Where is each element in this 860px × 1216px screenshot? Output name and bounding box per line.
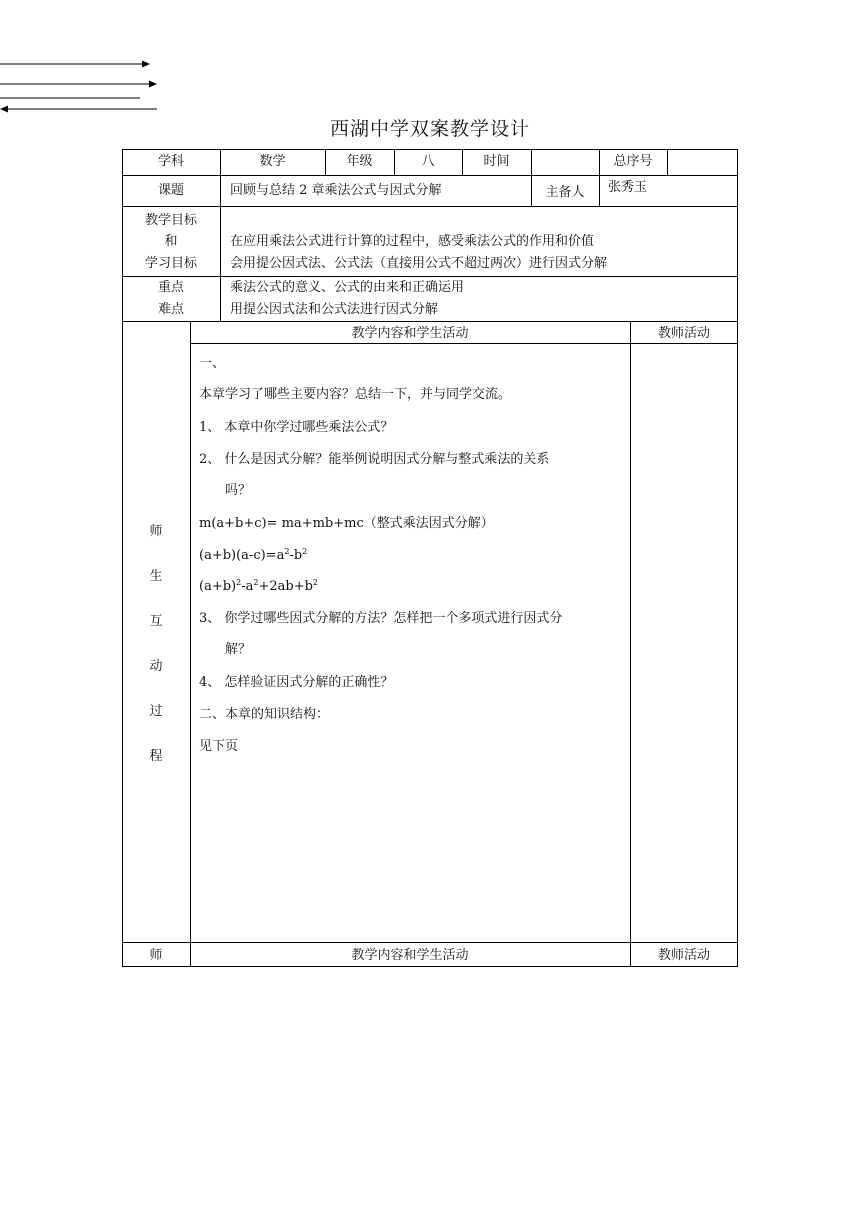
topic-label: 课题 — [157, 183, 184, 198]
key-point-text: 乘法公式的意义、公式的由来和正确运用 — [230, 280, 465, 295]
content-line-2: 本章学习了哪些主要内容？总结一下，并与同学交流。 — [199, 387, 512, 402]
lesson-plan-table — [122, 149, 738, 967]
formula-line-1: $(a+b)(a-c)=a^2-b^2$ — [199, 547, 308, 563]
footer-teacher-header: 教师活动 — [657, 948, 710, 963]
content-line-11: 4、 怎样验证因式分解的正确性？ — [199, 675, 394, 690]
footer-content-header: 教学内容和学生活动 — [351, 948, 469, 963]
grade-value: 八 — [421, 154, 435, 169]
time-label: 时间 — [483, 154, 510, 169]
footer-side-char: 师 — [149, 948, 163, 963]
side-char-2: 生 — [149, 569, 163, 584]
teacher-column-header: 教师活动 — [657, 326, 710, 341]
topic-value: 回顾与总结 2 章乘法公式与因式分解 — [230, 183, 442, 198]
key-point-label: 重点 — [157, 280, 184, 295]
content-column-header: 教学内容和学生活动 — [351, 326, 469, 341]
difficult-point-label: 难点 — [157, 302, 184, 317]
content-line-9: 3、 你学过哪些因式分解的方法？怎样把一个多项式进行因式分 — [199, 611, 563, 626]
goal-line-1: 在应用乘法公式进行计算的过程中，感受乘法公式的作用和价值 — [230, 234, 595, 249]
subject-value: 数学 — [259, 154, 286, 169]
side-char-5: 过 — [149, 704, 163, 719]
grade-label: 年级 — [346, 154, 373, 169]
content-line-13: 见下页 — [199, 739, 239, 754]
sequence-label: 总序号 — [613, 154, 653, 169]
side-char-3: 互 — [149, 614, 163, 629]
decorative-arrows — [0, 56, 170, 116]
formula-line-2: $(a+b)^2-a^2+2ab+b^2$ — [199, 578, 318, 594]
goals-label-line2: 和 — [164, 234, 178, 249]
preparer-value: 张秀玉 — [608, 180, 648, 195]
content-line-4: 2、 什么是因式分解？能举例说明因式分解与整式乘法的关系 — [199, 452, 550, 467]
content-line-1: 一、 — [199, 356, 226, 371]
document-title: 西湖中学双案教学设计 — [329, 118, 530, 140]
content-line-5: 吗？ — [225, 483, 252, 498]
goals-label-line3: 学习目标 — [144, 256, 197, 271]
content-line-12: 二、本章的知识结构： — [199, 707, 330, 722]
preparer-label: 主备人 — [545, 185, 585, 200]
subject-label: 学科 — [157, 154, 184, 169]
difficult-point-text: 用提公因式法和公式法进行因式分解 — [230, 302, 439, 317]
content-line-3: 1、 本章中你学过哪些乘法公式？ — [199, 420, 394, 435]
goal-line-2: 会用提公因式法、公式法（直接用公式不超过两次）进行因式分解 — [230, 256, 608, 271]
side-char-1: 师 — [149, 524, 163, 539]
side-char-6: 程 — [149, 749, 163, 764]
goals-label-line1: 教学目标 — [144, 213, 197, 228]
content-line-6: m(a+b+c)= ma+mb+mc（整式乘法因式分解） — [199, 516, 494, 531]
content-line-10: 解？ — [225, 642, 252, 657]
side-char-4: 动 — [149, 659, 163, 674]
